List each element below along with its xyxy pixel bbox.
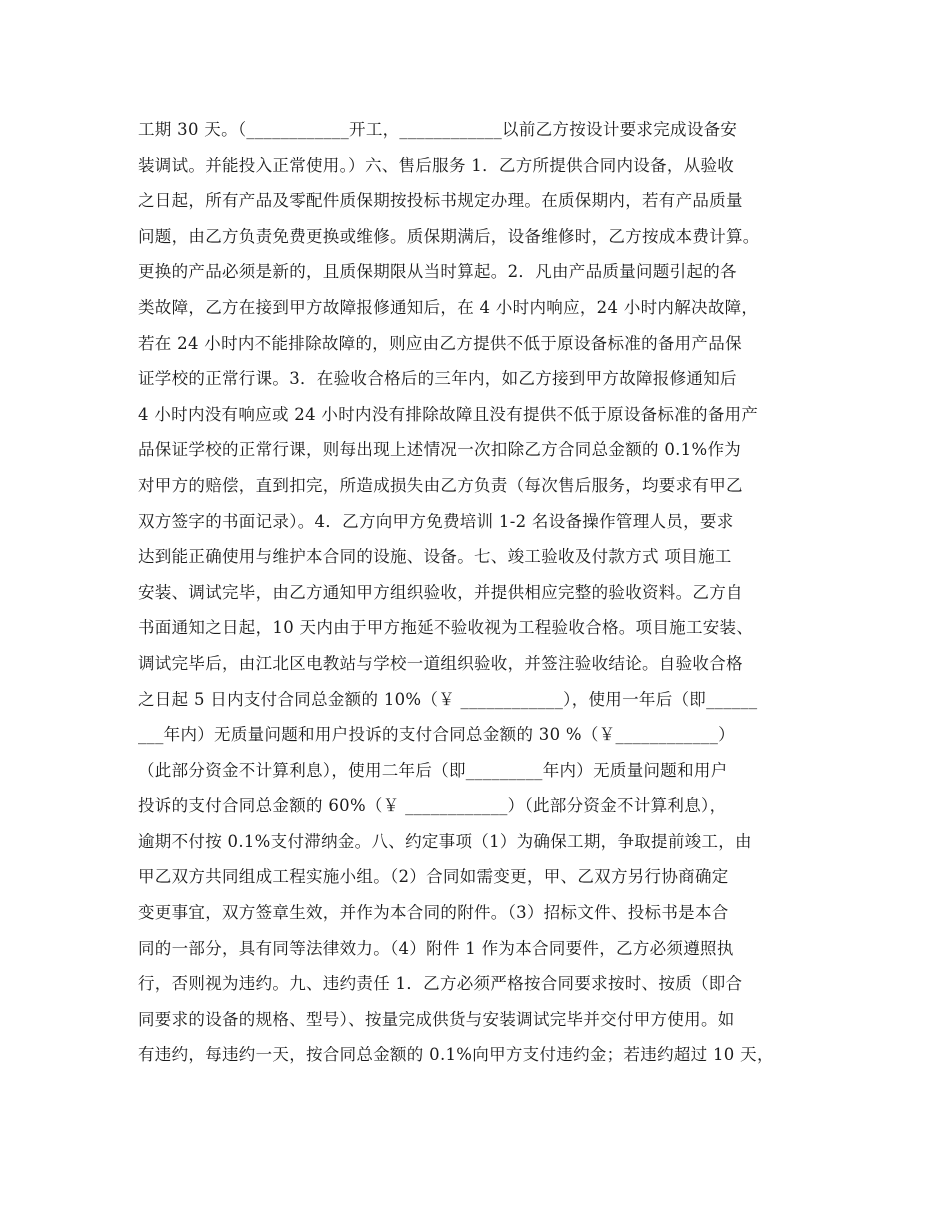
- text-line: 调试完毕后，由江北区电教站与学校一道组织验收，并签注验收结论。自验收合格: [138, 653, 743, 673]
- text-line: 之日起 5 日内支付合同总金额的 10%（￥ ____________），使用一年后（即______: [138, 689, 758, 709]
- text-line: 变更事宜，双方签章生效，并作为本合同的附件。（3）招标文件、投标书是本合: [138, 903, 729, 923]
- text-line: 行，否则视为违约。九、违约责任 1．乙方必须严格按合同要求按时、按质（即合: [138, 974, 743, 994]
- text-line: 装调试。并能投入正常使用。）六、售后服务 1．乙方所提供合同内设备，从验收: [138, 155, 735, 175]
- text-line: （此部分资金不计算利息），使用二年后（即_________年内）无质量问题和用户: [138, 760, 728, 780]
- text-line: 投诉的支付合同总金额的 60%（￥ ____________）（此部分资金不计算利息），: [138, 796, 727, 816]
- text-line: 甲乙双方共同组成工程实施小组。（2）合同如需变更，甲、乙双方另行协商确定: [138, 867, 729, 887]
- text-line: 书面通知之日起，10 天内由于甲方拖延不验收视为工程验收合格。项目施工安装、: [138, 618, 754, 638]
- text-line: 双方签字的书面记录）。4．乙方向甲方免费培训 1-2 名设备操作管理人员，要求: [138, 511, 734, 531]
- text-line: 工期 30 天。（____________开工，____________以前乙方按设计要求完成设备安: [138, 120, 738, 139]
- text-line: 若在 24 小时内不能排除故障的，则应由乙方提供不低于原设备标准的备用产品保: [138, 333, 742, 353]
- text-line: 安装、调试完毕，由乙方通知甲方组织验收，并提供相应完整的验收资料。乙方自: [138, 582, 743, 602]
- contract-body-text: [138, 112, 818, 1073]
- text-line: 证学校的正常行课。3．在验收合格后的三年内，如乙方接到甲方故障报修通知后: [138, 369, 737, 389]
- text-line: 问题，由乙方负责免费更换或维修。质保期满后，设备维修时，乙方按成本费计算。: [138, 226, 760, 246]
- text-line: 更换的产品必须是新的，且质保期限从当时算起。2．凡由产品质量问题引起的各: [138, 262, 737, 282]
- text-line: 同的一部分，具有同等法律效力。（4）附件 1 作为本合同要件，乙方必须遵照执: [138, 938, 734, 958]
- text-line: 同要求的设备的规格、型号）、按量完成供货与安装调试完毕并交付甲方使用。如: [138, 1009, 735, 1029]
- text-line: ___年内）无质量问题和用户投诉的支付合同总金额的 30 %（￥____________）: [138, 725, 735, 745]
- text-line: 有违约，每违约一天，按合同总金额的 0.1%向甲方支付违约金；若违约超过 10 天，: [138, 1045, 774, 1065]
- text-line: 品保证学校的正常行课，则每出现上述情况一次扣除乙方合同总金额的 0.1%作为: [138, 440, 742, 460]
- text-line: 逾期不付按 0.1%支付滞纳金。八、约定事项（1）为确保工期，争取提前竣工，由: [138, 831, 752, 851]
- text-line: 达到能正确使用与维护本合同的设施、设备。七、竣工验收及付款方式 项目施工: [138, 547, 732, 567]
- text-line: 类故障，乙方在接到甲方故障报修通知后，在 4 小时内响应，24 小时内解决故障，: [138, 297, 759, 317]
- text-line: 4 小时内没有响应或 24 小时内没有排除故障且没有提供不低于原设备标准的备用产: [138, 404, 759, 424]
- text-line: 之日起，所有产品及零配件质保期按投标书规定办理。在质保期内，若有产品质量: [138, 191, 743, 211]
- text-line: 对甲方的赔偿，直到扣完，所造成损失由乙方负责（每次售后服务，均要求有甲乙: [138, 475, 743, 495]
